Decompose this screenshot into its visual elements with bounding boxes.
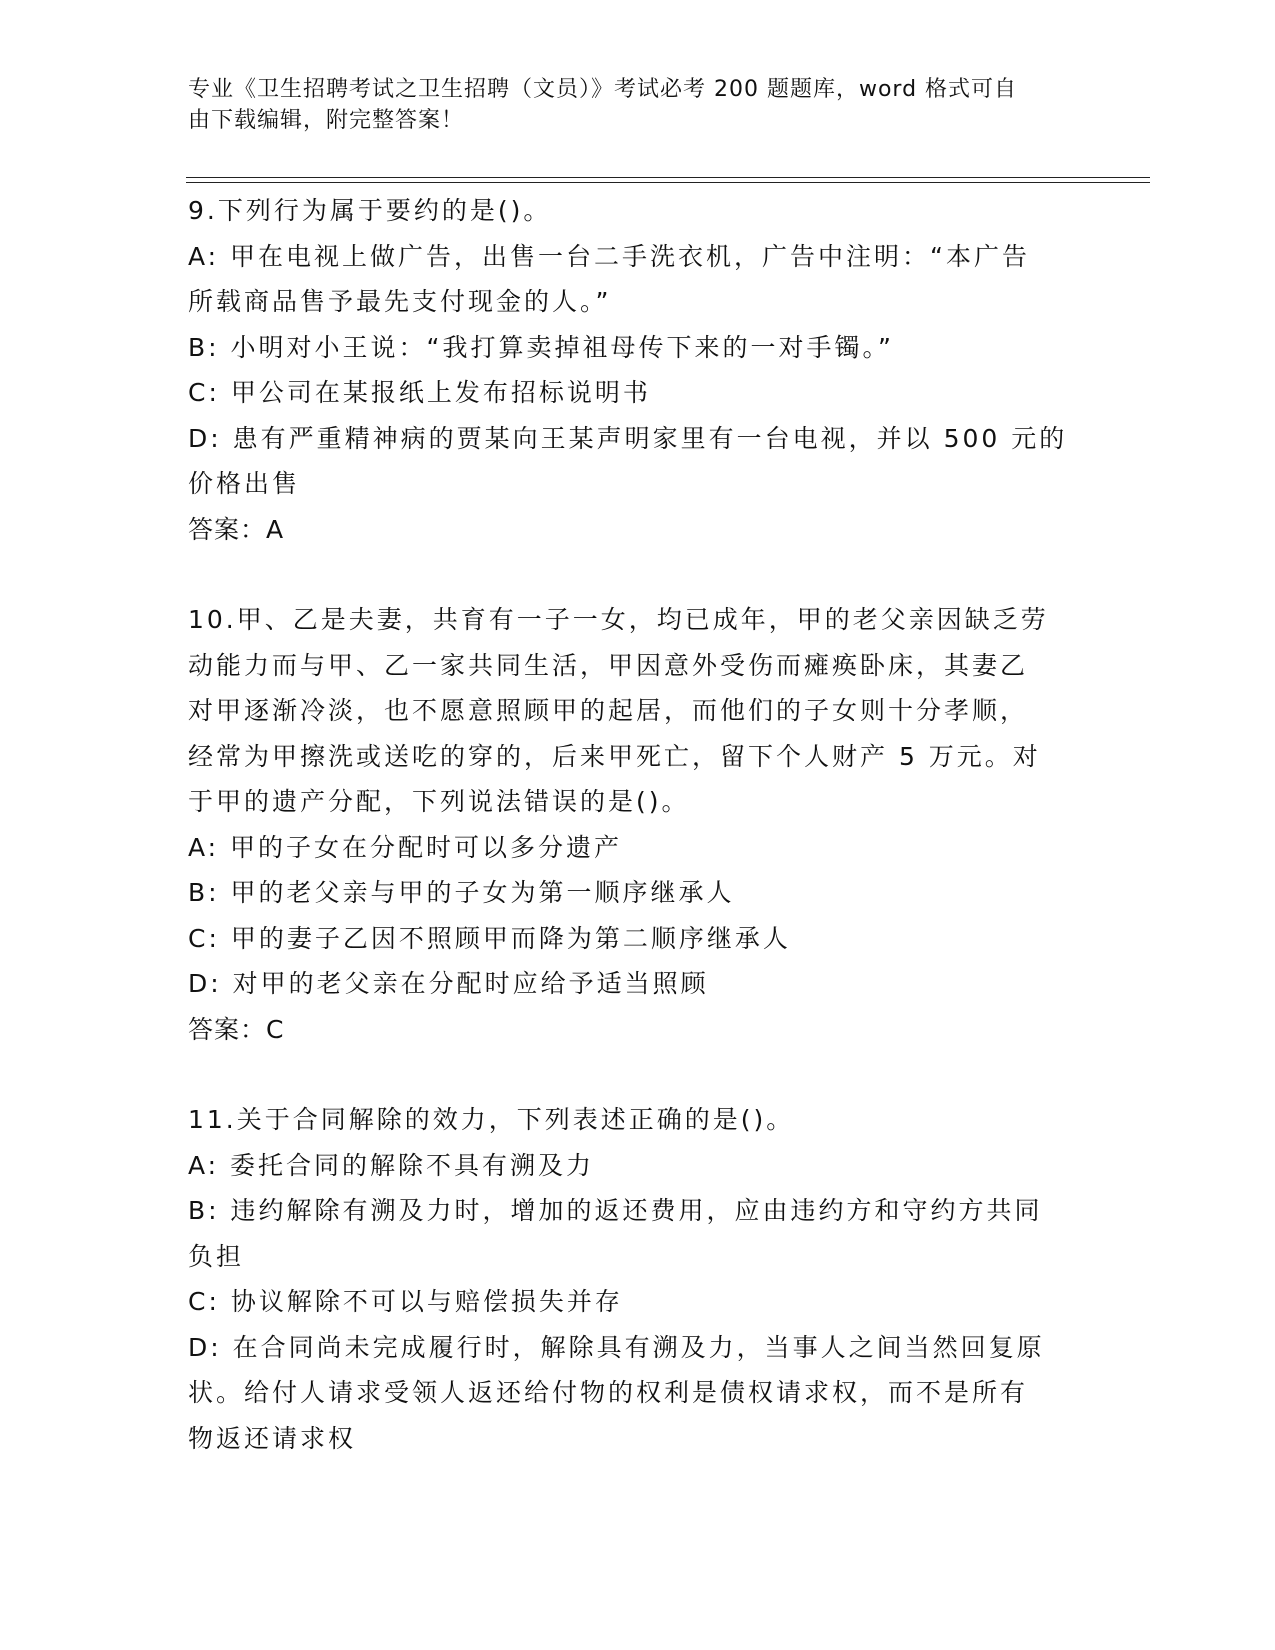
option-a-line: A: 甲的子女在分配时可以多分遗产 xyxy=(188,832,623,862)
question-stem-line: 10.甲、乙是夫妻，共育有一子一女，均已成年，甲的老父亲因缺乏劳 xyxy=(188,605,1049,634)
question-stem-line: 于甲的遗产分配，下列说法错误的是()。 xyxy=(188,787,690,816)
option-a-line: 所载商品售予最先支付现金的人。” xyxy=(188,287,612,316)
option-d-line: D: 患有严重精神病的贾某向王某声明家里有一台电视，并以 500 元的 xyxy=(188,423,1068,453)
option-d-line: D: 在合同尚未完成履行时，解除具有溯及力，当事人之间当然回复原 xyxy=(188,1332,1045,1362)
option-c-line: C: 协议解除不可以与赔偿损失并存 xyxy=(188,1287,623,1316)
question-9 xyxy=(188,188,1088,552)
question-stem-line: 9.下列行为属于要约的是()。 xyxy=(188,196,552,225)
question-stem-line: 11.关于合同解除的效力，下列表述正确的是()。 xyxy=(188,1105,795,1134)
option-d-line: D: 对甲的老父亲在分配时应给予适当照顾 xyxy=(188,969,709,998)
option-d-line: 价格出售 xyxy=(188,469,301,498)
option-a-line: A: 甲在电视上做广告，出售一台二手洗衣机，广告中注明：“本广告 xyxy=(188,241,1030,271)
option-a-line: A: 委托合同的解除不具有溯及力 xyxy=(188,1150,595,1180)
option-b-line: B: 甲的老父亲与甲的子女为第一顺序继承人 xyxy=(188,878,735,907)
header-rule-bottom xyxy=(186,182,1150,183)
answer-label: 答案：C xyxy=(188,1014,285,1044)
spacer xyxy=(188,1052,1088,1097)
header-line-2: 由下载编辑，附完整答案！ xyxy=(188,108,465,133)
option-b-line: B: 小明对小王说：“我打算卖掉祖母传下来的一对手镯。” xyxy=(188,332,894,362)
header-line-1: 专业《卫生招聘考试之卫生招聘（文员）》考试必考 200 题题库，word 格式可自 xyxy=(188,77,1018,102)
header-rule-top xyxy=(186,177,1150,178)
spacer xyxy=(188,552,1088,597)
answer-label: 答案：A xyxy=(188,514,285,544)
option-b-line: B: 违约解除有溯及力时，增加的返还费用，应由违约方和守约方共同 xyxy=(188,1196,1043,1225)
question-stem-line: 动能力而与甲、乙一家共同生活，甲因意外受伤而瘫痪卧床，其妻乙 xyxy=(188,650,1029,680)
question-11 xyxy=(188,1097,1088,1461)
option-d-line: 物返还请求权 xyxy=(188,1423,357,1453)
option-b-line: 负担 xyxy=(188,1241,245,1271)
page-header xyxy=(188,74,1088,136)
question-stem-line: 对甲逐渐冷淡，也不愿意照顾甲的起居，而他们的子女则十分孝顺， xyxy=(188,696,1029,725)
option-d-line: 状。给付人请求受领人返还给付物的权利是债权请求权，而不是所有 xyxy=(188,1378,1029,1407)
question-10 xyxy=(188,597,1088,1052)
option-c-line: C: 甲的妻子乙因不照顾甲而降为第二顺序继承人 xyxy=(188,923,791,953)
question-stem-line: 经常为甲擦洗或送吃的穿的，后来甲死亡，留下个人财产 5 万元。对 xyxy=(188,741,1041,771)
option-c-line: C: 甲公司在某报纸上发布招标说明书 xyxy=(188,378,651,407)
question-list xyxy=(188,188,1088,1461)
